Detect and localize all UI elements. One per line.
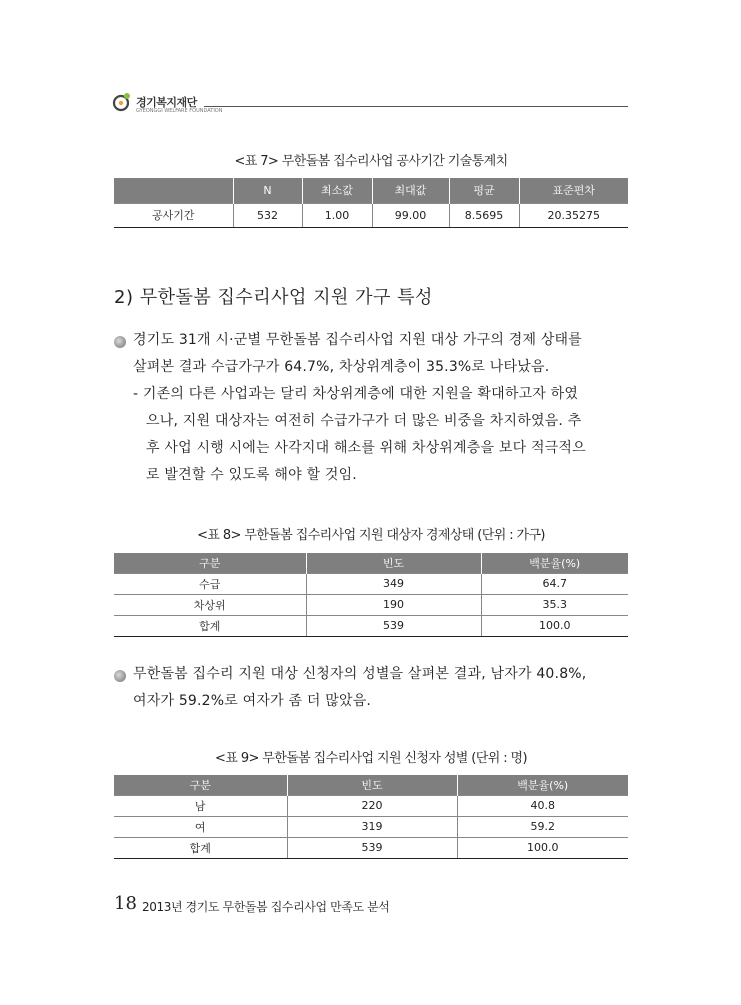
logo-emblem-icon xyxy=(112,92,132,112)
table8-header-percent: 백분율(%) xyxy=(481,553,628,573)
logo-subtext: GYEONGGI WELFARE FOUNDATION xyxy=(136,108,223,114)
table-cell: 532 xyxy=(233,203,302,227)
table-row xyxy=(114,594,628,615)
table-cell: 여 xyxy=(114,816,287,837)
para2-line1: 무한돌봄 집수리 지원 대상 신청자의 성별을 살펴본 결과, 남자가 40.8%, xyxy=(133,666,587,682)
bullet-icon xyxy=(114,336,126,348)
table8 xyxy=(114,553,628,637)
table-row xyxy=(114,795,628,816)
table-cell: 349 xyxy=(306,573,481,594)
table7-caption: <표 7> 무한돌봄 집수리사업 공사기간 기술통계치 xyxy=(234,154,508,169)
table-cell: 190 xyxy=(306,594,481,615)
table8-header-row xyxy=(114,553,628,573)
table-cell: 1.00 xyxy=(302,203,372,227)
table9-header-percent: 백분율(%) xyxy=(457,775,628,795)
table8-header-frequency: 빈도 xyxy=(306,553,481,573)
table-cell: 59.2 xyxy=(457,816,628,837)
foundation-logo xyxy=(112,92,223,118)
table7-header-max: 최대값 xyxy=(372,178,449,203)
table-row xyxy=(114,837,628,858)
table-cell: 539 xyxy=(306,615,481,636)
logo-text: 경기복지재단 xyxy=(136,96,197,109)
section-title: 2) 무한돌봄 집수리사업 지원 가구 특성 xyxy=(114,287,433,308)
table-cell: 차상위 xyxy=(114,594,306,615)
table-cell: 35.3 xyxy=(481,594,628,615)
table-cell: 319 xyxy=(287,816,457,837)
table-cell: 합계 xyxy=(114,837,287,858)
table7-header-row xyxy=(114,178,628,203)
table-cell: 8.5695 xyxy=(449,203,519,227)
table-row xyxy=(114,816,628,837)
table-cell: 합계 xyxy=(114,615,306,636)
table7 xyxy=(114,178,628,228)
para2-line2: 여자가 59.2%로 여자가 좀 더 많았음. xyxy=(133,693,372,709)
table9-caption: <표 9> 무한돌봄 집수리사업 지원 신청자 성별 (단위 : 명) xyxy=(215,751,527,766)
table-cell: 20.35275 xyxy=(519,203,628,227)
table9-header-row xyxy=(114,775,628,795)
table7-header-mean: 평균 xyxy=(449,178,519,203)
para1-line2: 살펴본 결과 수급가구가 64.7%, 차상위계층이 35.3%로 나타났음. xyxy=(133,359,550,375)
table-cell: 100.0 xyxy=(481,615,628,636)
header-rule xyxy=(204,106,628,107)
table9 xyxy=(114,775,628,859)
para1-line1: 경기도 31개 시·군별 무한돌봄 집수리사업 지원 대상 가구의 경제 상태를 xyxy=(133,332,582,348)
table-row xyxy=(114,615,628,636)
para1-sub-line2: 으나, 지원 대상자는 여전히 수급가구가 더 많은 비중을 차지하였음. 추 xyxy=(146,413,582,429)
table-cell: 수급 xyxy=(114,573,306,594)
table-row xyxy=(114,573,628,594)
table-cell: 40.8 xyxy=(457,795,628,816)
para1-sub-line1: - 기존의 다른 사업과는 달리 차상위계층에 대한 지원을 확대하고자 하였 xyxy=(133,386,579,402)
table-cell: 공사기간 xyxy=(114,203,233,227)
table9-header-frequency: 빈도 xyxy=(287,775,457,795)
table8-header-category: 구분 xyxy=(114,553,306,573)
table9-header-category: 구분 xyxy=(114,775,287,795)
table7-header-n: N xyxy=(233,178,302,203)
page-number: 18 xyxy=(114,893,137,914)
table7-header-blank xyxy=(114,178,233,203)
table-cell: 100.0 xyxy=(457,837,628,858)
table7-header-sd: 표준편차 xyxy=(519,178,628,203)
table-row xyxy=(114,203,628,227)
table8-caption: <표 8> 무한돌봄 집수리사업 지원 대상자 경제상태 (단위 : 가구) xyxy=(197,528,545,543)
para1-sub-line3: 후 사업 시행 시에는 사각지대 해소를 위해 차상위계층을 보다 적극적으 xyxy=(146,440,586,456)
para1-sub-line4: 로 발견할 수 있도록 해야 할 것임. xyxy=(146,467,357,483)
table-cell: 539 xyxy=(287,837,457,858)
table-cell: 99.00 xyxy=(372,203,449,227)
table-cell: 64.7 xyxy=(481,573,628,594)
bullet-icon xyxy=(114,670,126,682)
footer-title: 2013년 경기도 무한돌봄 집수리사업 만족도 분석 xyxy=(142,900,390,914)
table-cell: 220 xyxy=(287,795,457,816)
table7-header-min: 최소값 xyxy=(302,178,372,203)
table-cell: 남 xyxy=(114,795,287,816)
